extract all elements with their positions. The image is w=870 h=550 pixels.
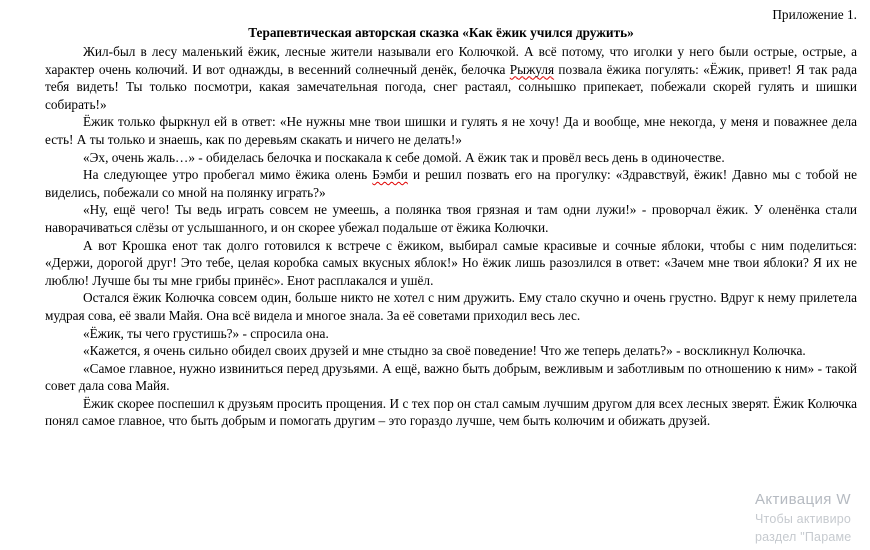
text-segment: Остался ёжик Колючка совсем один, больше никто не хотел с ним дружить. Ему стало скучно и очень грустно. Вдруг к нему прилетела мудрая сова, её звали Майя. Она всё видела и многое знала. За её советами приходил весь лес. [45,290,857,323]
story-paragraph [45,201,857,236]
story-paragraph [45,289,857,324]
watermark-subtext-line2: раздел "Параме [755,530,852,544]
text-segment: Жил-был в лесу маленький ёжик, лесные жители называли его Колючкой. А всё потому, что иголки у него были острые, острые, а характер очень колючий. И вот однажды, в весенний солнечный денёк, белочка [45,44,857,77]
story-paragraph [45,325,857,343]
text-segment: и решил позвать его на прогулку: «Здравствуй, ёжик! Давно мы с тобой не виделись, побежали со мной на полянку играть?» [45,167,857,200]
watermark-subtext-line1: Чтобы активиро [755,512,852,526]
text-segment: Ёжик только фыркнул ей в ответ: «Не нужны мне твои шишки и гулять я не хочу! Да и вообще, мне некогда, у меня и поважнее дела есть! А ты только и знаешь, как по деревьям скакать и ничего не делать!» [45,114,857,147]
document-content [45,7,857,430]
annex-label: Приложение 1. [772,7,857,22]
story-paragraph [45,43,857,113]
story-paragraph [45,113,857,148]
story-paragraph [45,342,857,360]
watermark-title: Активация W [755,491,851,508]
text-segment: «Ну, ещё чего! Ты ведь играть совсем не умеешь, а полянка твоя грязная и там одни лужи!» - проворчал ёжик. У оленёнка стали наворачиваться слёзы от услышанного, и он скорее убежал подальше от ёжика Колючки. [45,202,857,235]
text-segment: позвала ёжика погулять: «Ёжик, привет! Я так рада тебя видеть! Ты только посмотри, какая замечательная погода, снег растаял, солнышко припекает, побежали скорей гулять и шишки собирать!» [45,61,857,112]
misspelled-word: Рыжуля [509,61,555,77]
text-segment: Ёжик скорее поспешил к друзьям просить прощения. И с тех пор он стал самым лучшим другом для всех лесных зверят. Ёжик Колючка понял самое главное, что быть добрым и помогать другим – это гораздо лучше, чем быть колючим и обижать друзей. [45,395,857,429]
windows-activation-watermark [755,490,851,546]
misspelled-word: Бэмби [372,167,408,183]
text-segment: «Эх, очень жаль…» - обиделась белочка и поскакала к себе домой. А ёжик так и провёл весь день в одиночестве. [83,149,725,165]
story-paragraphs [45,43,857,430]
story-paragraph [45,395,857,430]
text-segment: «Ёжик, ты чего грустишь?» - спросила она. [83,325,329,341]
text-segment: «Кажется, я очень сильно обидел своих друзей и мне стыдно за своё поведение! Что же теперь делать?» - воскликнул Колючка. [83,343,806,359]
story-paragraph [45,360,857,395]
story-paragraph [45,237,857,290]
text-segment: На следующее утро пробегал мимо ёжика олень [83,167,373,183]
page-title: Терапевтическая авторская сказка «Как ёжик учился дружить» [248,25,634,40]
text-segment: «Самое главное, нужно извиниться перед друзьями. А ещё, важно быть добрым, вежливым и заботливым по отношению к ним» - такой совет дала сова Майя. [45,360,857,394]
story-paragraph [45,149,857,167]
story-paragraph [45,166,857,201]
text-segment: А вот Крошка енот так долго готовился к встрече с ёжиком, выбирал самые красивые и сочные яблоки, чтобы с ним поделиться: «Держи, дорогой друг! Это тебе, целая коробка самых вкусных яблок!» Но ёжик лишь разозлился в ответ: «Зачем мне твои яблоки? Я их не люблю! Лучше бы ты мне грибы принёс». Енот расплакался и ушёл. [45,237,857,288]
